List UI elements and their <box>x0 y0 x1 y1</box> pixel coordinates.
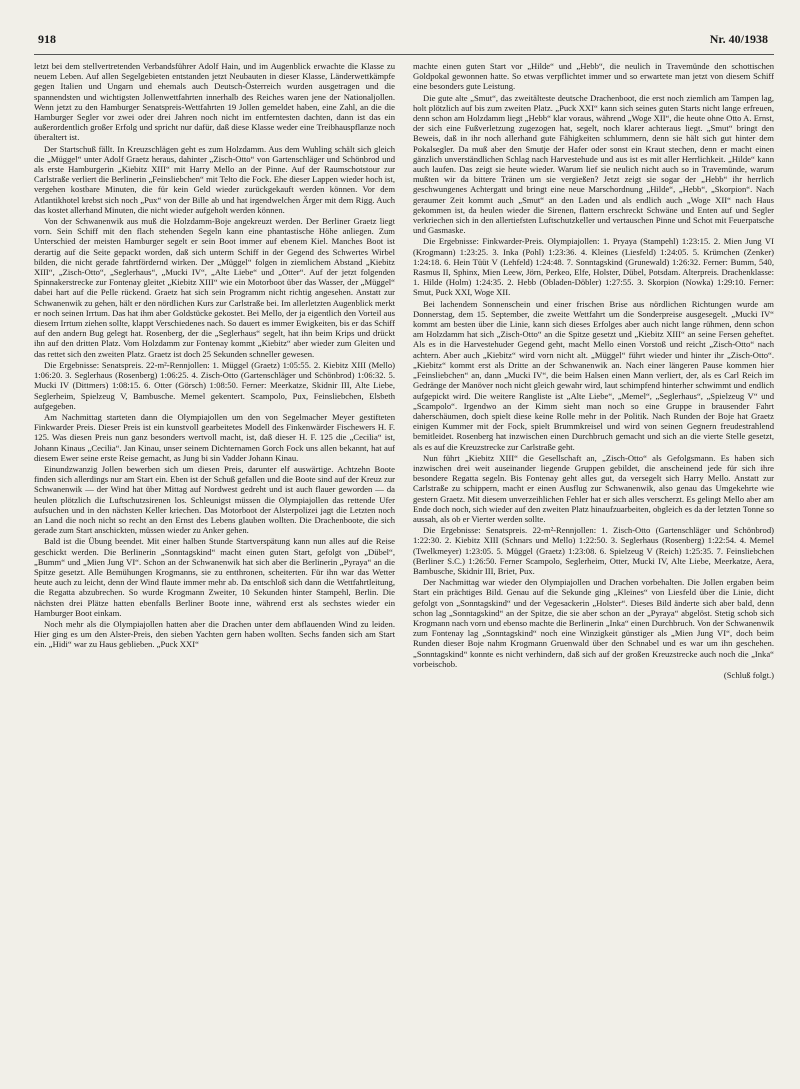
paragraph: Am Nachmittag starteten dann die Olympiajollen um den von Segelmacher Meyer gestifteten Finkwarder Preis. Dieser Preis ist ein kunstvoll gearbeitetes Modell des Finkenwärder Fischewers H. F. 125. Was diesen Preis nun ganz besonders wertvoll macht, ist, daß dieser H. F. 125 die „Cecilia“ ist, Johann Kinaus „Cecilia“. Jan Kinau, unser seinem Dichternamen Gorch Fock uns allen bekannt, hat auf diesem Ewer seine erste Reise gemacht, as Jung bi sin Vadder Johann Kinau. <box>34 411 395 463</box>
paragraph: Noch mehr als die Olympiajollen hatten aber die Drachen unter dem abflauenden Wind zu leiden. Hier ging es um den Alster-Preis, den sieben Yachten gern haben wollten. Sechs fanden sich am Start ein. „Hidi“ war zu Haus geblieben. „Puck XXI“ <box>34 618 395 650</box>
page-header <box>34 28 774 55</box>
results-paragraph: Die Ergebnisse: Finkwarder-Preis. Olympiajollen: 1. Pryaya (Stampehl) 1:23:15. 2. Mien Jung VI (Krogmann) 1:23:25. 3. Inka (Pohl) 1:23:36. 4. Kleines (Liesfeld) 1:24:05. 5. Krümchen (Zenker) 1:24:18. 6. Hein Tüüt V (Lehfeld) 1:24:48. 7. Sonntagskind (Grunewald) 1:26:32. Ferner: Bumm, 540, Rasmus II, Sphinx, Mien Leew, Jörn, Perkeo, Elfe, Holster, Dübel, Potsdam. Alterpreis. Drachenklasse: 1. Hilde (Holm) 1:24:35. 2. Hebb (Obladen-Döbler) 1:27:55. 3. Skorpion (Nowka) 1:29:10. Ferner: Smut, Puck XXI, Woge XII. <box>413 236 774 298</box>
paragraph: Von der Schwanenwik aus muß die Holzdamm-Boje angekreuzt werden. Der Berliner Graetz liegt vorn. Sein Schiff mit den flach stehenden Segeln kann eine phantastische Höhe anliegen. Zum Unterschied der meisten Hamburger segelt er sein Boot immer auf ebenem Kiel. Manches Boot ist derartig auf die Seite gepackt worden, daß sich unterm Schiff in der Gegend des Schwertes Wirbel bilden, die nicht gerade fahrtfördernd wirken. Der „Müggel“ folgen in ziemlichem Abstand „Kiebitz XIII“, „Zisch-Otto“, „Seglerhaus“, „Mucki IV“, „Alte Liebe“ und „Otter“. Auf der jetzt folgenden Spinnakerstrecke zur Fontenay gleitet „Kiebitz XIII“ wie ein Motorboot über das Wasser, der „Müggel“ dabei hart auf die Pelle rückend. Graetz hat sich sein Programm nicht richtig angesehen. Anstatt zur Schwanenwik zu gehen, hält er den nördlichen Kurs zur Carlstraße bei. Im allerletzten Augenblick merkt er noch seinen Irrtum. Das hat ihm aber Goldstücke gekostet. Bei Mello, der ja eigentlich den Vorteil aus diesem Irrtum ziehen sollte, klappt Verschiedenes nach. So dauert es immer Ewigkeiten, bis er das Schiff auf den andern Bug gelegt hat. Rosenberg, der die „Seglerhaus“ segelt, hat ihn beim Krips und drückt ihn auf den dritten Platz. Vom Holzdamm zur Fontenay kommt „Kiebitz“ aber wieder zum Gleiten und das rettet sich den zweiten Platz. Graetz ist doch 25 Sekunden schneller gewesen. <box>34 216 395 359</box>
paragraph: letzt bei dem stellvertretenden Verbandsführer Adolf Hain, und im Augenblick erwachte die Klasse zu neuem Leben. Auf allen Segelgebieten entstanden jetzt Neubauten in dieser Klasse, Länderwettkämpfe gegen Italien und Ungarn und ehemals auch Deutsch-Österreich wurden ausgetragen und die spannendsten und wichtigsten Jollenwettfahrten innerhalb des Reiches waren jene der Nationaljollen. Wenn jetzt zu den Hamburger Senatspreis-Wettfahrten 19 Jollen gemeldet haben, eine Zahl, an die die Hamburger Segler vor zwei oder drei Jahren noch nicht im entferntesten dachten, dann ist das ein außerordentlich großer Erfolg und spricht nur dafür, daß diese Klasse weder eine Treibhauspflanze noch überaltert ist. <box>34 61 395 143</box>
results-paragraph: Die Ergebnisse: Senatspreis. 22-m²-Rennjollen: 1. Zisch-Otto (Gartenschläger und Schönbrod) 1:22:30. 2. Kiebitz XIII (Schnars und Mello) 1:22:50. 3. Seglerhaus (Rosenberg) 1:22:54. 4. Memel (Twelkmeyer) 1:23:05. 5. Müggel (Graetz) 1:23:08. 6. Spielzeug V (Reich) 1:25:35. 7. Feinsliebchen (Berliner S.C.) 1:26:50. Ferner Scampolo, Seglerheim, Otter, Mucki IV, Alte Liebe, Meerkatze, Aera, Bambusche, Skidnir III, Briet, Pux. <box>413 525 774 576</box>
continuation-note: (Schluß folgt.) <box>723 669 774 680</box>
page-number: 918 <box>38 32 56 46</box>
paragraph: Der Nachmittag war wieder den Olympiajollen und Drachen vorbehalten. Die Jollen ergaben beim Start ein prächtiges Bild. Genau auf die Sekunde ging „Kleines“ von Liesfeld über die Linie, dicht gefolgt von „Sonntagskind“ und der Vegesackerin „Holster“. Dieses Bild änderte sich aber bald, denn schon lag „Sonntagskind“ an der Spitze, die sie aber schon an der „Pyraya“ abgelöst. Stetig schob sich Krogmann nach vorn und ebenso machte die Berlinerin „Inka“ einen Durchbruch. Von der Schwanenwik zum Fontenay lag „Sonntagskind“ noch eine Winzigkeit günstiger als „Mien Jung VI“, doch beim Runden dieser Boje nahm Krogmann Gruenwald über den Schnabel und es war um ihn geschehen. „Sonntagskind“ konnte es nicht verhindern, daß sich auf der großen Kreuzstrecke auch noch die „Inka“ vorbeischob. <box>413 577 774 669</box>
article-body <box>34 61 774 681</box>
paragraph: Bei lachendem Sonnenschein und einer frischen Brise aus nördlichen Richtungen wurde am Donnerstag, dem 15. September, die zweite Wettfahrt um die Sonderpreise ausgesegelt. „Mucki IV“ kommt am besten über die Linie, kann sich dieses Erfolges aber auch nicht lange rühmen, denn schon am Holzdamm hat sich „Zisch-Otto“ an die Spitze gesetzt und „Kiebitz XIII“ an seine Fersen geheftet. Als es in die Harvestehuder Gegend geht, macht Mello einen Vorstoß und reicht „Zisch-Otto“ nach achtern. Aber auch „Kiebitz“ wird vorn nicht alt. „Müggel“ führt wieder und hinter ihr „Zisch-Otto“. „Kiebitz“ kommt erst als Dritte an der Schwanenwik an. Nach einer längeren Pause kommen hier „Feinsliebchen“ an, dann „Mucki IV“, die beim Halsen einen Mann verliert, der, als es Carl Reich im Gedränge der Manöver noch nicht gleich gewahr wird, laut schimpfend hinterher schwimmt und endlich aufgepickt wird. Die weitere Rangliste ist „Alte Liebe“, „Memel“, „Seglerhaus“, „Spielzeug V“ und „Scampolo“. Irgendwo an der Kimm sieht man noch so eine Gruppe in brausender Fahrt daherschäumen, doch spielt diese keine Rolle mehr in der Politik. Nach Runden der Boje hat Graetz einigen Kummer mit der Fock, spielt Brummkreisel und wird von seinen Gegnern freudestrahlend bemitleidet. Rosenberg hat inzwischen einen Durchbruch gemacht und sich an die vierte Stelle gesetzt, als es auf die Kreuzstrecke zur Carlstraße geht. <box>413 298 774 452</box>
paragraph: Bald ist die Übung beendet. Mit einer halben Stunde Startverspätung kann nun alles auf die Reise geschickt werden. Die Berlinerin „Sonntagskind“ macht einen guten Start, gefolgt von „Dübel“, „Bumm“ und „Mien Jung VI“. Schon an der Schwanenwik hat sich aber die Berlinerin „Pyraya“ an die Spitze gesetzt. Alle Bemühungen Krogmanns, sie zu entthronen, scheiterten. Für ihn war das Wetter heute auch zu leicht, denn der Wind flaute immer mehr ab. Da entschloß sich dann die Wettfahrtleitung, die Regatta abzubrechen. So wurde Krogmann Zweiter, 10 Sekunden hinter Stampehl, Berlin. Die nächsten drei Plätze hatten ebenfalls Berliner Boote inne, während erst als sechstes wieder ein Hamburger Boot einkam. <box>34 536 395 618</box>
issue-number: Nr. 40/1938 <box>709 32 768 46</box>
paragraph: Die gute alte „Smut“, das zweitälteste deutsche Drachenboot, die erst noch ziemlich am Tampen lag, holt plötzlich auf bis zum zweiten Platz. „Puck XXI“ kann sich seines guten Starts nicht lange erfreuen, denn schon am Holzdamm liegt „Hebb“ klar voraus, während „Woge XII“, die heute ohne Otto A. Ernst, der sich eine Fußverletzung zugezogen hat, segelt, noch klarer achteraus liegt. „Smut“ bringt den Beweis, daß in ihr noch allerhand gute Fähigkeiten schlummern, denn sie hält sich gut hinter dem Pokalsegler. Da muß aber den Smutje der Hafer oder sonst ein Kraut stechen, denn er macht einen gänzlich unverständlichen Schlag nach Harvestehude und aus ist es mit aller Herrlichkeit. „Hilde“ kann auch laufen. Das zeigt sie heute wieder. Warum lief sie neulich nicht auch so in Travemünde, warum mußten wir da bittere Tränen um sie vergießen? Jetzt zeigt sie sogar der „Hebb“ ihr herrlich geschwungenes Achtergatt und bringt eine neue Marschordnung „Hilde“, „Hebb“, „Skorpion“. Nach geraumer Zeit kommt auch „Smut“ an den Laden und als endlich auch „Woge XII“ nach Haus gekommen ist, da heulen wieder die Sirenen, flattern erschreckt Schwäne und Enten auf und Segler verkriechen sich in den allertiefsten Luftschutzkeller und vertauschen Pinne und Schot mit Feuerpatsche und Gasmaske. <box>413 92 774 236</box>
results-paragraph: Die Ergebnisse: Senatspreis. 22-m²-Rennjollen: 1. Müggel (Graetz) 1:05:55. 2. Kiebitz XIII (Mello) 1:06:20. 3. Seglerhaus (Rosenberg) 1:06:25. 4. Zisch-Otto (Gartenschläger und Schönbrod) 1:06:32. 5. Mucki IV (Dittmers) 1:08:15. 6. Otter (Görsch) 1:08:50. Ferner: Meerkatze, Skidnir III, Alte Liebe, Seglerheim, Spielzeug V, Bambusche. Memel gekentert. Scampolo, Pux, Feinsliebchen, Elsbeth aufgegeben. <box>34 359 395 411</box>
paragraph: Der Startschuß fällt. In Kreuzschlägen geht es zum Holzdamm. Aus dem Wuhling schält sich gleich die „Müggel“ unter Adolf Graetz heraus, dahinter „Zisch-Otto“ von Gartenschläger und Schönbrod und als erste Hamburgerin „Kiebitz XIII“ mit Harry Mello an der Pinne. Auf der Raumschotstour zur Carlstraße verliert die Berlinerin „Feinsliebchen“ mit Telto die Fock. Ehe dieser Lappen wieder hoch ist, vergehen kostbare Minuten, die für kein Geld wieder zurückgekauft werden können. Vor dem Atlantikhotel krebst sich noch „Pux“ von der Bille ab und hat irgendwelchen Ärger mit dem Rigg. Auch das kostet allerhand Minuten, die nicht wieder aufgeholt werden können. <box>34 143 395 215</box>
paragraph: machte einen guten Start vor „Hilde“ und „Hebb“, die neulich in Travemünde den schottischen Goldpokal gewonnen hatte. So etwas verpflichtet immer und so erwartete man jetzt von diesem Schiff eine besonders gute Leistung. <box>413 61 774 92</box>
left-column <box>34 61 395 681</box>
paragraph: Einundzwanzig Jollen bewerben sich um diesen Preis, darunter elf auswärtige. Achtzehn Boote finden sich allerdings nur am Start ein. Eben ist der Schuß gefallen und die Boote sind auf der Kreuz zur Schwanenwik — der Wind hat über Mittag auf Nordwest gedreht und ist auch flauer geworden — da heulen plötzlich die Luftschutzsirenen los. Schleunigst müssen die Olympiajollen das rettende Ufer aufsuchen und in den nächsten Keller kriechen. Das Motorboot der Alsterpolizei jagt die Letzten noch an Land die noch nicht so recht an den Ernst des Lebens glauben wollten. Die Drachenboote, die sich gerade zum Start anschickten, müssen wieder zu Anker gehen. <box>34 463 395 536</box>
right-column <box>413 61 774 681</box>
paragraph: Nun führt „Kiebitz XIII“ die Gesellschaft an, „Zisch-Otto“ als Gefolgsmann. Es haben sich inzwischen drei weit auseinander liegende Gruppen gebildet, die anscheinend jede für sich ihre besondere Regatta segeln. Bis Fontenay geht alles gut, da versegelt sich Harry Mello. Anstatt zur Carlstraße zu schippern, macht er einen Ausflug zur Schwanenwik, also genau das Umgekehrte wie gestern Graetz. Mit diesem unverzeihlichen Fehler hat er sich alles verscherzt. Es gelingt Mello aber am Ende doch noch, sich wieder auf den zweiten Platz hinaufzuarbeiten, obgleich es da der letzten Tonne so aussah, als ob er Vierter werden sollte. <box>413 452 774 524</box>
